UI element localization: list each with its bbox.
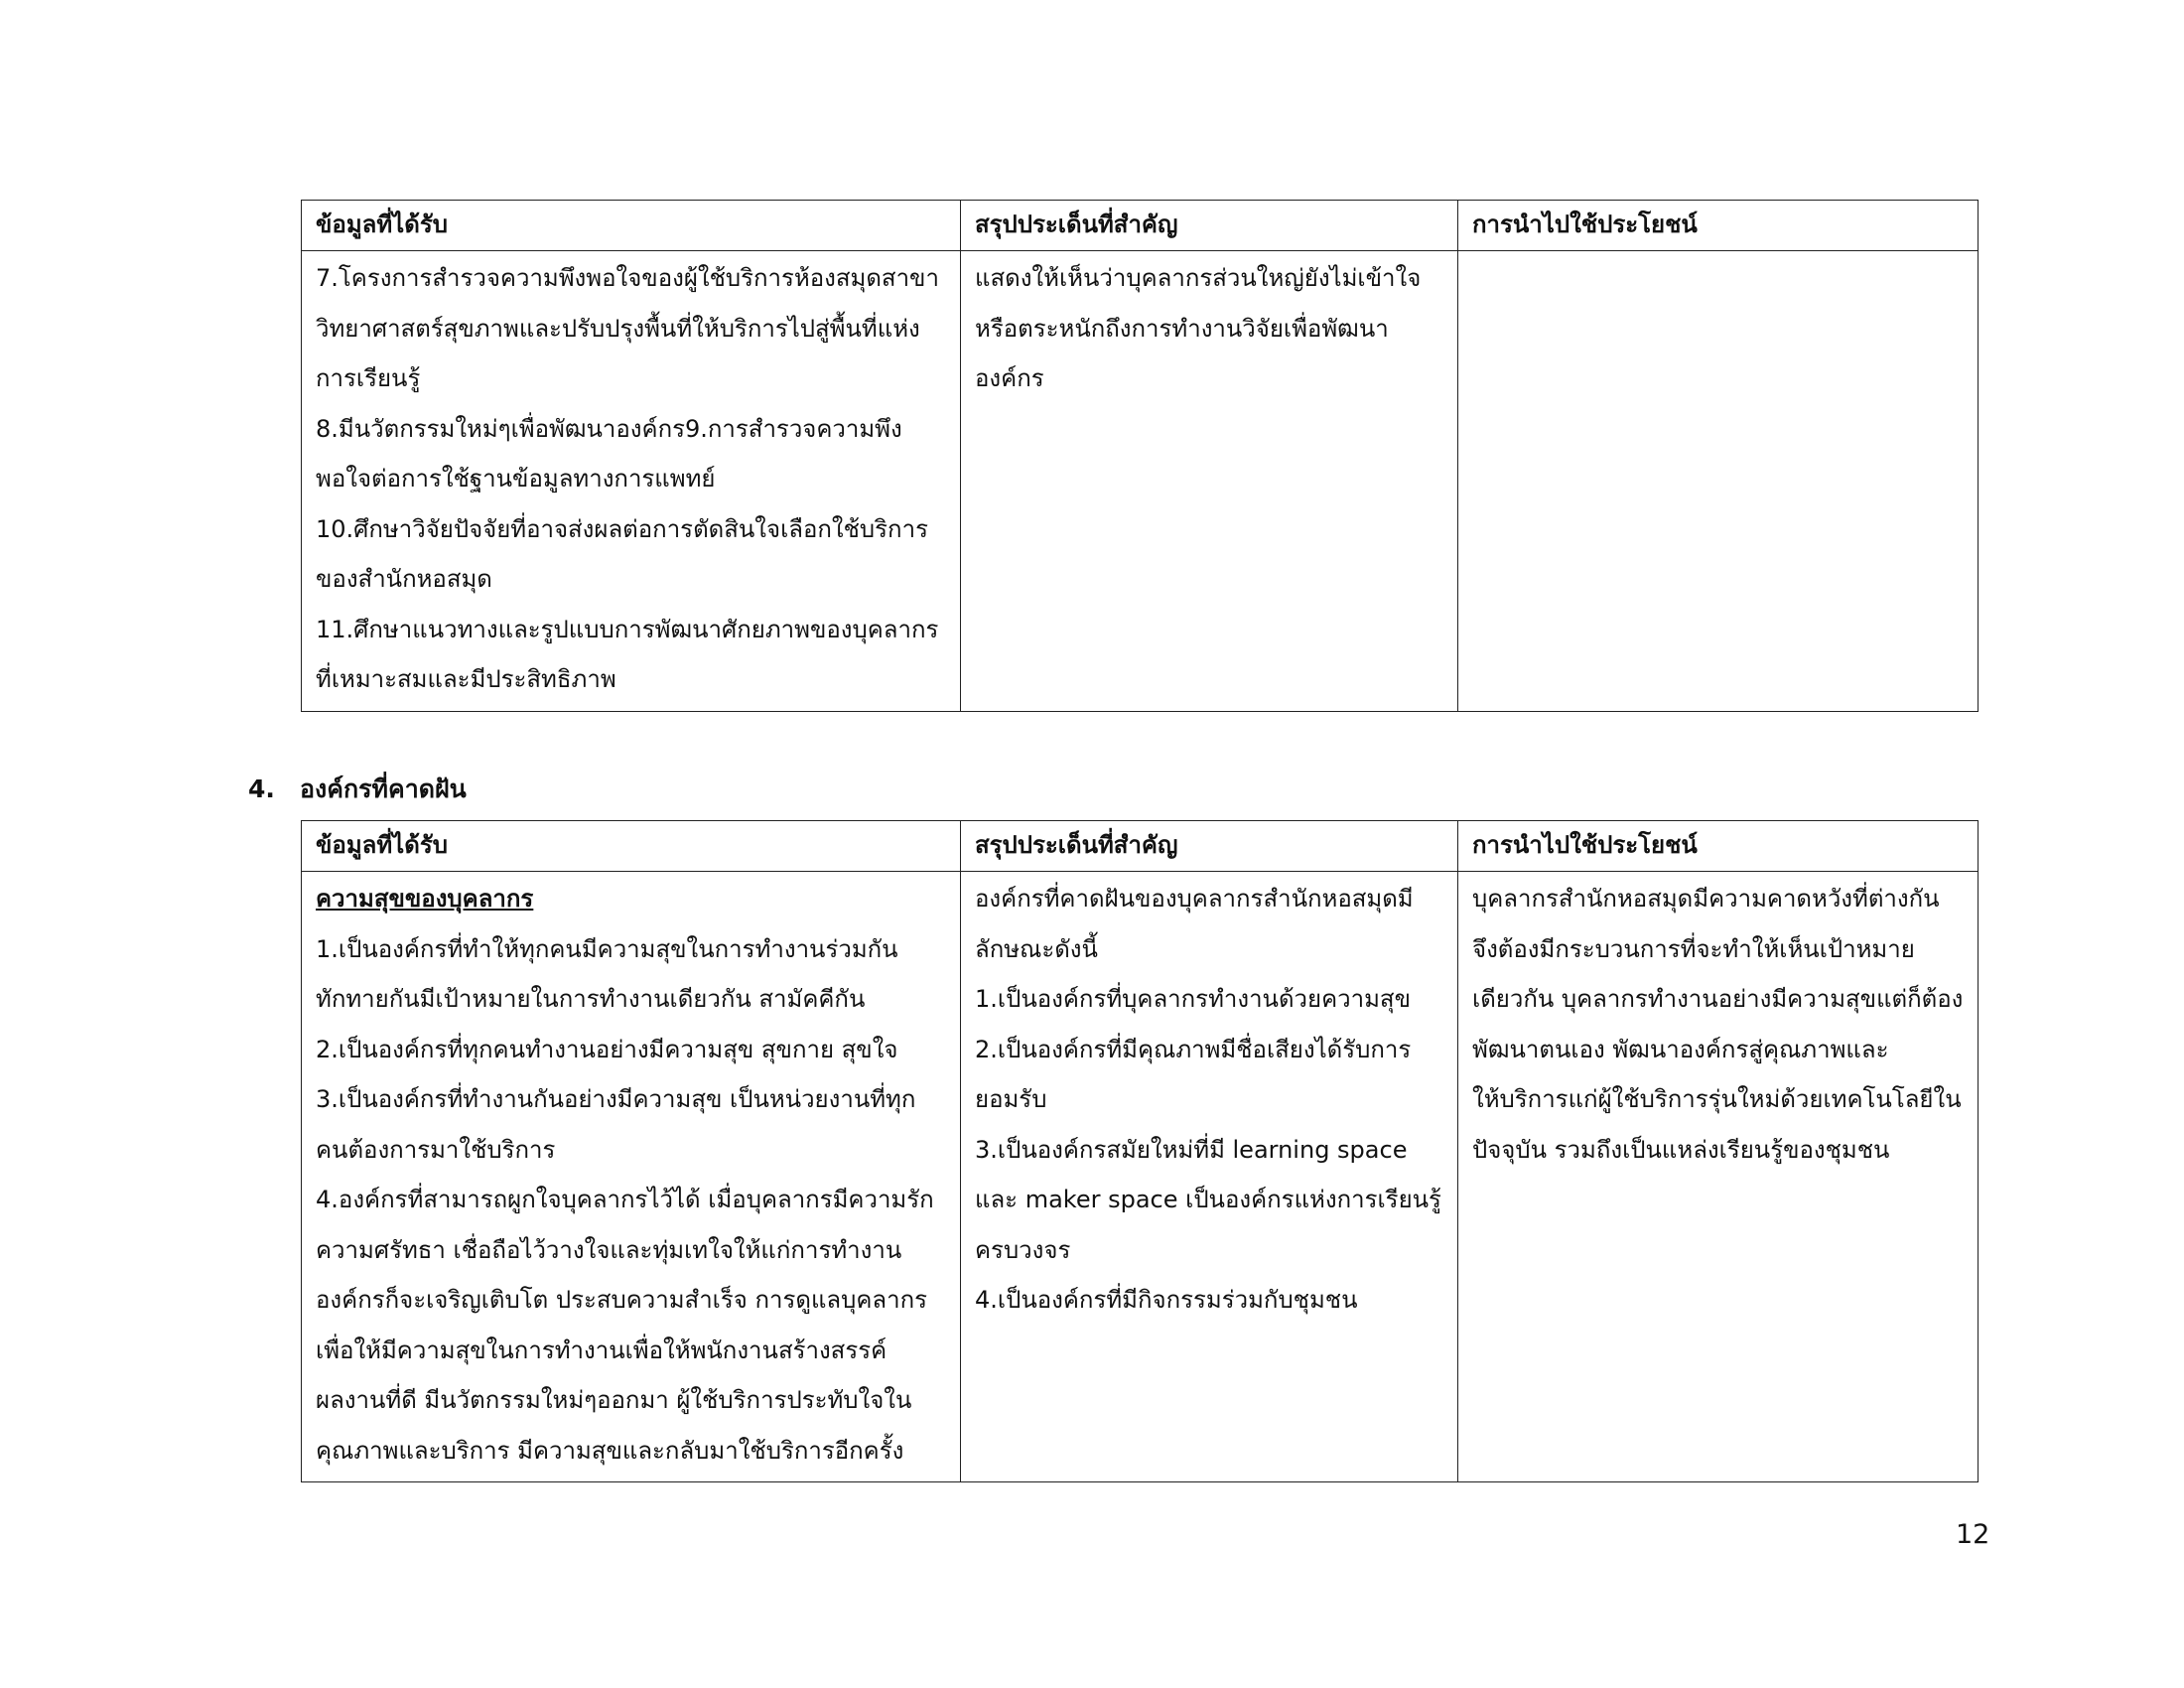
table-header-row	[302, 821, 1979, 872]
received-info-cell	[302, 251, 961, 712]
text-line: 3.เป็นองค์กรที่ทำงานกันอย่างมีความสุข เป็นหน่วยงานที่ทุก	[316, 1085, 916, 1113]
header-application: การนำไปใช้ประโยชน์	[1458, 821, 1979, 872]
text-line: ผลงานที่ดี มีนวัตกรรมใหม่ๆออกมา ผู้ใช้บริการประทับใจใน	[316, 1386, 912, 1414]
received-info-cell	[302, 872, 961, 1482]
text-line: แสดงให้เห็นว่าบุคลากรส่วนใหญ่ยังไม่เข้าใจ	[975, 264, 1422, 292]
text-line: 4.องค์กรที่สามารถผูกใจบุคลากรไว้ได้ เมื่อบุคลากรมีความรัก	[316, 1186, 934, 1213]
ideal-organization-table	[301, 820, 1979, 1482]
text-line: ความศรัทธา เชื่อถือไว้วางใจและทุ่มเทใจให้แก่การทำงาน	[316, 1235, 902, 1264]
text-line: องค์กรที่คาดฝันของบุคลากรสำนักหอสมุดมี	[975, 885, 1414, 913]
text-line: ลักษณะดังนี้	[975, 934, 1098, 963]
text-line: 1.เป็นองค์กรที่บุคลากรทำงานด้วยความสุข	[975, 985, 1411, 1013]
text-line: พอใจต่อการใช้ฐานข้อมูลทางการแพทย์	[316, 465, 716, 492]
section-number: 4.	[248, 774, 275, 803]
key-points-cell	[961, 251, 1458, 712]
header-key-points: สรุปประเด็นที่สำคัญ	[961, 821, 1458, 872]
application-cell	[1458, 872, 1979, 1482]
text-line: 7.โครงการสำรวจความพึงพอใจของผู้ใช้บริการห้องสมุดสาขา	[316, 264, 939, 292]
text-line: และ maker space เป็นองค์กรแห่งการเรียนรู้	[975, 1186, 1441, 1213]
text-line: จึงต้องมีกระบวนการที่จะทำให้เห็นเป้าหมาย	[1472, 934, 1915, 963]
text-line: 2.เป็นองค์กรที่มีคุณภาพมีชื่อเสียงได้รับการ	[975, 1035, 1412, 1063]
header-key-points: สรุปประเด็นที่สำคัญ	[961, 201, 1458, 251]
table-row	[302, 251, 1979, 712]
section-title: องค์กรที่คาดฝัน	[300, 774, 467, 803]
text-line: ของสำนักหอสมุด	[316, 565, 492, 593]
text-line: ทักทายกันมีเป้าหมายในการทำงานเดียวกัน สามัคคีกัน	[316, 985, 866, 1013]
application-cell	[1458, 251, 1979, 712]
text-line: 8.มีนวัตกรรมใหม่ๆเพื่อพัฒนาองค์กร9.การสำรวจความพึง	[316, 414, 902, 443]
key-points-cell	[961, 872, 1458, 1482]
text-line: ที่เหมาะสมและมีประสิทธิภาพ	[316, 665, 616, 693]
text-line: องค์กร	[975, 364, 1044, 392]
text-line: 10.ศึกษาวิจัยปัจจัยที่อาจส่งผลต่อการตัดสินใจเลือกใช้บริการ	[316, 514, 928, 543]
text-line: การเรียนรู้	[316, 364, 421, 392]
text-line: 4.เป็นองค์กรที่มีกิจกรรมร่วมกับชุมชน	[975, 1286, 1358, 1314]
text-line: 3.เป็นองค์กรสมัยใหม่ที่มี learning space	[975, 1135, 1408, 1164]
text-line: ครบวงจร	[975, 1235, 1071, 1264]
text-line: คนต้องการมาใช้บริการ	[316, 1135, 556, 1164]
text-line: พัฒนาตนเอง พัฒนาองค์กรสู่คุณภาพและ	[1472, 1035, 1889, 1063]
summary-table-continued	[301, 200, 1979, 712]
text-line: ให้บริการแก่ผู้ใช้บริการรุ่นใหม่ด้วยเทคโนโลยีใน	[1472, 1085, 1962, 1113]
text-line: 11.ศึกษาแนวทางและรูปแบบการพัฒนาศักยภาพของบุคลากร	[316, 615, 939, 643]
text-line: 1.เป็นองค์กรที่ทำให้ทุกคนมีความสุขในการทำงานร่วมกัน	[316, 934, 898, 963]
text-line: เพื่อให้มีความสุขในการทำงานเพื่อให้พนักงานสร้างสรรค์	[316, 1336, 887, 1364]
text-line: องค์กรก็จะเจริญเติบโต ประสบความสำเร็จ การดูแลบุคลากร	[316, 1286, 928, 1314]
section-heading	[248, 770, 467, 809]
table-row	[302, 872, 1979, 1482]
page-number: 12	[1956, 1519, 1990, 1550]
cell-subtitle: ความสุขของบุคลากร	[316, 885, 534, 913]
text-line: ยอมรับ	[975, 1085, 1047, 1113]
text-line: วิทยาศาสตร์สุขภาพและปรับปรุงพื้นที่ให้บริการไปสู่พื้นที่แห่ง	[316, 314, 920, 343]
text-line: 2.เป็นองค์กรที่ทุกคนทำงานอย่างมีความสุข สุขกาย สุขใจ	[316, 1035, 898, 1063]
text-line: ปัจจุบัน รวมถึงเป็นแหล่งเรียนรู้ของชุมชน	[1472, 1135, 1890, 1164]
text-line: บุคลากรสำนักหอสมุดมีความคาดหวังที่ต่างกัน	[1472, 885, 1940, 913]
header-application: การนำไปใช้ประโยชน์	[1458, 201, 1979, 251]
text-line: เดียวกัน บุคลากรทำงานอย่างมีความสุขแต่ก็ต้อง	[1472, 985, 1964, 1013]
text-line: คุณภาพและบริการ มีความสุขและกลับมาใช้บริการอีกครั้ง	[316, 1436, 904, 1465]
text-line: หรือตระหนักถึงการทำงานวิจัยเพื่อพัฒนา	[975, 314, 1389, 343]
header-received-info: ข้อมูลที่ได้รับ	[302, 821, 961, 872]
table-header-row	[302, 201, 1979, 251]
header-received-info: ข้อมูลที่ได้รับ	[302, 201, 961, 251]
